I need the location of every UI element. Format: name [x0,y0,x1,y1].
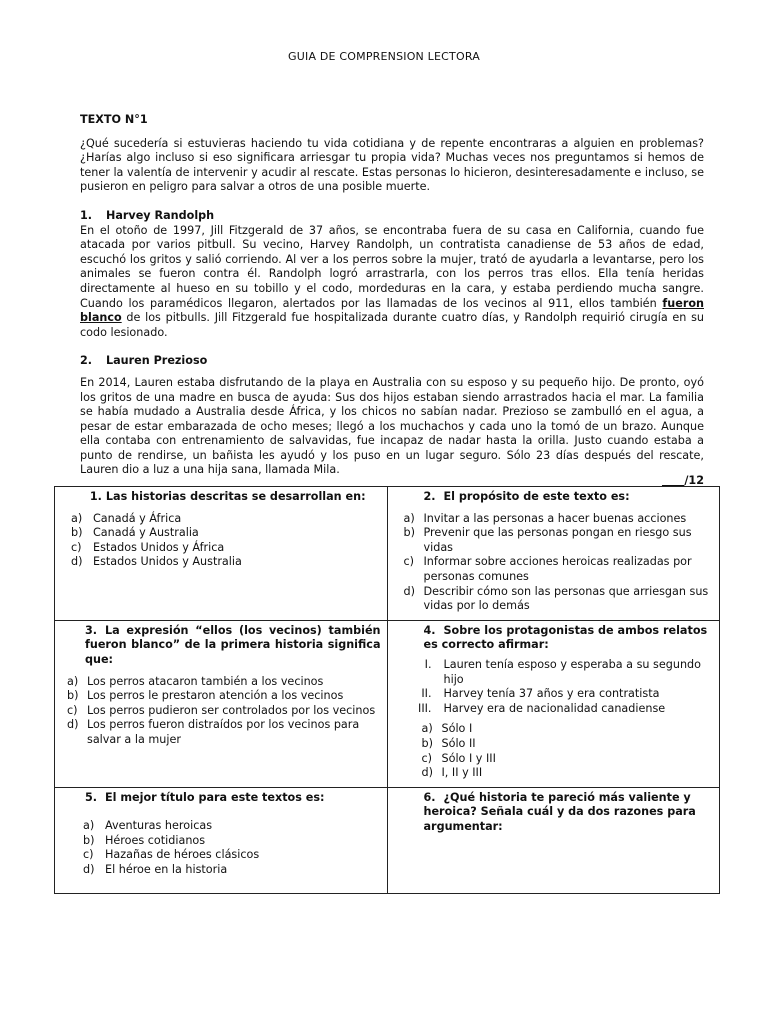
question-5-text: El mejor título para este textos es: [105,790,325,804]
question-2-options [404,512,714,614]
section-2-paragraph: En 2014, Lauren estaba disfrutando de la playa en Australia con su esposo y su pequeño hijo. De pronto, oyó los gritos de una madre en busca de ayuda: Sus dos hijos estaban siendo arrastrados hacia el mar. La familia se había mudado a Australia desde África, y los chicos no sabían nadar. Prezioso se zambulló en el agua, a pesar de estar embarazada de ocho meses; llegó a los muchachos y cada uno la tomó de un brazo. Aunque ella contaba con entrenamiento de salvavidas, fue incapaz de nadar hasta la orilla. Justo cuando estaba a punto de rendirse, un bañista les ayudó y los puso en un lugar seguro. Sólo 23 días después del rescate, Lauren dio a luz a una hija sana, llamada Mila. [80,375,704,477]
question-1-number: 1. [89,490,102,503]
question-3-number: 3. [85,623,98,637]
question-4-option-a[interactable]: a) Sólo I [421,722,473,736]
question-5-number: 5. [85,790,98,804]
question-1-option-d[interactable]: d) Estados Unidos y Australia [71,555,242,569]
question-4-statement-ii: II. Harvey tenía 37 años y era contratista [421,687,660,701]
question-3-option-c[interactable]: c) Los perros pudieron ser controlados por los vecinos [67,703,376,717]
page-title: GUIA DE COMPRENSION LECTORA [288,50,480,63]
question-4-option-c[interactable]: c) Sólo I y III [421,751,496,765]
question-2-prompt [404,490,714,505]
intro-paragraph: ¿Qué sucedería si estuvieras haciendo tu vida cotidiana y de repente encontraras a alguien en problemas? ¿Harías algo incluso si eso significara arriesgar tu propia vida? Muchas veces nos preguntamos si hemos de tener la valentía de intervenir y acudir al rescate. Estas personas lo hicieron, desinteresadamente e incluso, se pusieron en peligro para salvar a otros de una posible muerte. [80,136,704,194]
question-3-option-b[interactable]: b) Los perros le prestaron atención a los vecinos [67,689,344,703]
question-4-prompt [404,624,714,653]
section-1-number: 1. [80,208,93,222]
question-3-prompt [71,624,381,668]
section-2-title: Lauren Prezioso [106,354,208,368]
question-4-option-b[interactable]: b) Sólo II [421,736,476,750]
question-1-text: Las historias descritas se desarrollan en: [105,490,366,503]
questions-table [54,486,720,894]
reading-text [80,113,704,478]
question-4-options [404,722,714,780]
score-blank[interactable]: ____ [661,474,685,487]
question-1-cell [55,487,388,621]
question-6-prompt [404,791,714,835]
question-4-statement-iii: III. Harvey era de nacionalidad canadiense [418,701,666,715]
section-1-emphasis: fueron blanco [80,296,704,325]
question-3-options [67,675,381,748]
question-5-options [71,819,381,877]
section-1-text-before: En el otoño de 1997, Jill Fitzgerald de 37 años, se encontraba fuera de su casa en California, cuando fue atacada por varios pitbull. Su vecino, Harvey Randolph, un contratista canadiense de 53 años de edad, escuchó los gritos y salió corriendo. Al ver a los perros sobre la mujer, trató de ayudarla a levantarse, pero los animales se fueron contra él. Randolph logró arrastrarla, con los perros tras ellos. Ella tenía heridas directamente al hueso en su tobillo y el codo, mordeduras en la cara, y estaba perdiendo mucha sangre. Cuando los paramédicos llegaron, alertados por las llamadas de los vecinos al 911, ellos también [80,223,704,310]
question-2-option-a[interactable]: a) Invitar a las personas a hacer buenas acciones [403,511,687,525]
question-1-option-c[interactable]: c) Estados Unidos y África [71,540,225,554]
section-2-number: 2. [80,354,93,368]
question-3-text: La expresión “ellos (los vecinos) también fueron blanco” de la primera historia significa que: [85,623,381,666]
question-1-option-b[interactable]: b) Canadá y Australia [71,526,199,540]
question-6-text: ¿Qué historia te pareció más valiente y heroica? Señala cuál y da dos razones para argumentar: [423,790,696,833]
question-6-number: 6. [423,790,436,804]
question-5-option-a[interactable]: a) Aventuras heroicas [83,819,213,833]
question-2-option-b[interactable]: b) Prevenir que las personas pongan en riesgo sus vidas [403,526,692,554]
question-2-option-c[interactable]: c) Informar sobre acciones heroicas realizadas por personas comunes [403,555,692,583]
question-1-option-a[interactable]: a) Canadá y África [71,511,182,525]
question-2-option-d[interactable]: d) Describir cómo son las personas que arriesgan sus vidas por lo demás [403,584,709,613]
question-2-cell [387,487,720,621]
question-4-cell [387,620,720,787]
question-4-text: Sobre los protagonistas de ambos relatos es correcto afirmar: [423,623,708,652]
question-4-option-d[interactable]: d) I, II y III [421,766,483,780]
section-1-heading [80,209,704,224]
question-5-option-c[interactable]: c) Hazañas de héroes clásicos [83,848,260,862]
question-5-cell [55,787,388,893]
question-5-option-b[interactable]: b) Héroes cotidianos [83,833,206,847]
question-4-statements [404,658,714,716]
question-2-number: 2. [423,490,436,503]
texto-heading: TEXTO N°1 [80,113,148,126]
question-3-option-a[interactable]: a) Los perros atacaron también a los vecinos [67,674,324,688]
question-6-cell[interactable] [387,787,720,893]
question-1-options [71,512,381,570]
question-3-option-d[interactable]: d) Los perros fueron distraídos por los vecinos para salvar a la mujer [67,718,360,746]
question-4-number: 4. [423,623,436,637]
question-3-cell [55,620,388,787]
question-5-prompt [71,791,381,806]
section-1-paragraph [80,224,704,341]
score-total: /12 [684,474,704,487]
section-1-text-after: de los pitbulls. Jill Fitzgerald fue hospitalizada durante cuatro días, y Randolph requirió cirugía en su codo lesionado. [80,311,704,339]
question-2-text: El propósito de este texto es: [443,490,630,503]
question-4-statement-i: I. Lauren tenía esposo y esperaba a su segundo hijo [424,657,701,686]
section-1-title: Harvey Randolph [106,208,215,222]
section-2-heading [80,354,704,369]
question-1-prompt [71,490,381,505]
question-5-option-d[interactable]: d) El héroe en la historia [83,863,228,877]
